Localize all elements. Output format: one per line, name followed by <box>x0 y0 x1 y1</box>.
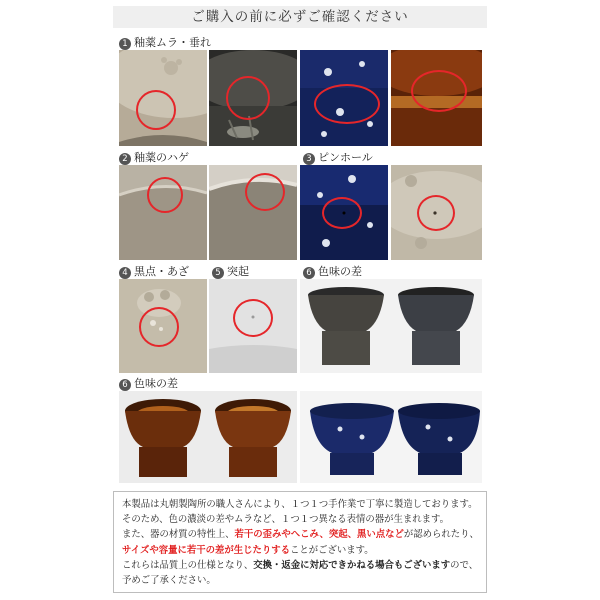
notice-line: そのため、色の濃淡の差やムラなど、１つ１つ異なる表情の器が生まれます。 <box>122 514 450 526</box>
highlight-circle <box>233 299 273 337</box>
highlight-circle <box>136 90 176 130</box>
highlight-circle <box>245 173 285 211</box>
photo-glaze-drip-2 <box>209 50 297 146</box>
page-title-banner: ご購入の前に必ずご確認ください <box>113 6 487 28</box>
number-badge: 6 <box>119 379 131 391</box>
photo-color-difference-amber-bowls <box>119 391 297 483</box>
highlight-circle <box>139 307 179 347</box>
section-1-heading <box>119 36 211 50</box>
highlight-circle <box>147 177 183 213</box>
section-2-heading <box>119 151 189 165</box>
section-label: 色味の差 <box>318 265 362 278</box>
number-badge: 3 <box>303 153 315 165</box>
photo-glaze-drip-3 <box>300 50 388 146</box>
photo-pinhole-2 <box>391 165 482 260</box>
highlight-circle <box>417 195 455 231</box>
notice-text: ことがございます。 <box>290 544 374 556</box>
number-badge: 6 <box>303 267 315 279</box>
notice-line: 本製品は丸朝製陶所の職人さんにより、１つ１つ手作業で丁寧に製造しております。 <box>122 499 478 510</box>
number-badge: 4 <box>119 267 131 279</box>
highlight-circle <box>322 197 362 229</box>
section-6-heading <box>303 265 362 279</box>
photo-color-difference-blue-bowls <box>300 391 482 483</box>
notice-line: 予めご了承ください。 <box>122 575 216 587</box>
notice-highlight: 若干の歪みやへこみ、突起、黒い点など <box>234 529 404 541</box>
notice-text: ので、 <box>450 559 479 571</box>
notice-box <box>113 491 487 593</box>
section-4-heading <box>119 265 189 279</box>
notice-text: また、器の材質の特性上、 <box>122 529 235 541</box>
photo-black-spot <box>119 279 207 373</box>
section-label: 黒点・あざ <box>134 265 189 278</box>
notice-line <box>122 558 478 573</box>
highlight-circle <box>411 70 467 112</box>
notice-text: が認められたり、 <box>403 529 479 541</box>
photo-glaze-bald-1 <box>119 165 207 260</box>
number-badge: 2 <box>119 153 131 165</box>
section-5-heading <box>212 265 249 279</box>
section-label: 釉薬のハゲ <box>134 151 189 164</box>
photo-glaze-bald-2 <box>209 165 297 260</box>
notice-line <box>122 543 478 558</box>
notice-line <box>122 527 478 542</box>
number-badge: 1 <box>119 38 131 50</box>
section-label: 突起 <box>227 265 249 278</box>
section-label: ピンホール <box>318 151 373 164</box>
notice-text: これらは品質上の仕様となり、 <box>122 559 254 571</box>
number-badge: 5 <box>212 267 224 279</box>
photo-pinhole-1 <box>300 165 388 260</box>
section-3-heading <box>303 151 373 165</box>
section-label: 色味の差 <box>134 377 178 390</box>
photo-glaze-unevenness-1 <box>119 50 207 146</box>
section-6-second-heading <box>119 377 178 391</box>
highlight-circle <box>314 84 380 124</box>
highlight-circle <box>226 76 270 120</box>
notice-emphasis: 交換・返金に対応できかねる場合もございます <box>253 559 451 571</box>
section-label: 釉薬ムラ・垂れ <box>134 36 211 49</box>
notice-highlight: サイズや容量に若干の差が生じたりする <box>122 544 291 556</box>
photo-protrusion <box>209 279 297 373</box>
photo-glaze-drip-4 <box>391 50 482 146</box>
photo-color-difference-black-bowls <box>300 279 482 373</box>
